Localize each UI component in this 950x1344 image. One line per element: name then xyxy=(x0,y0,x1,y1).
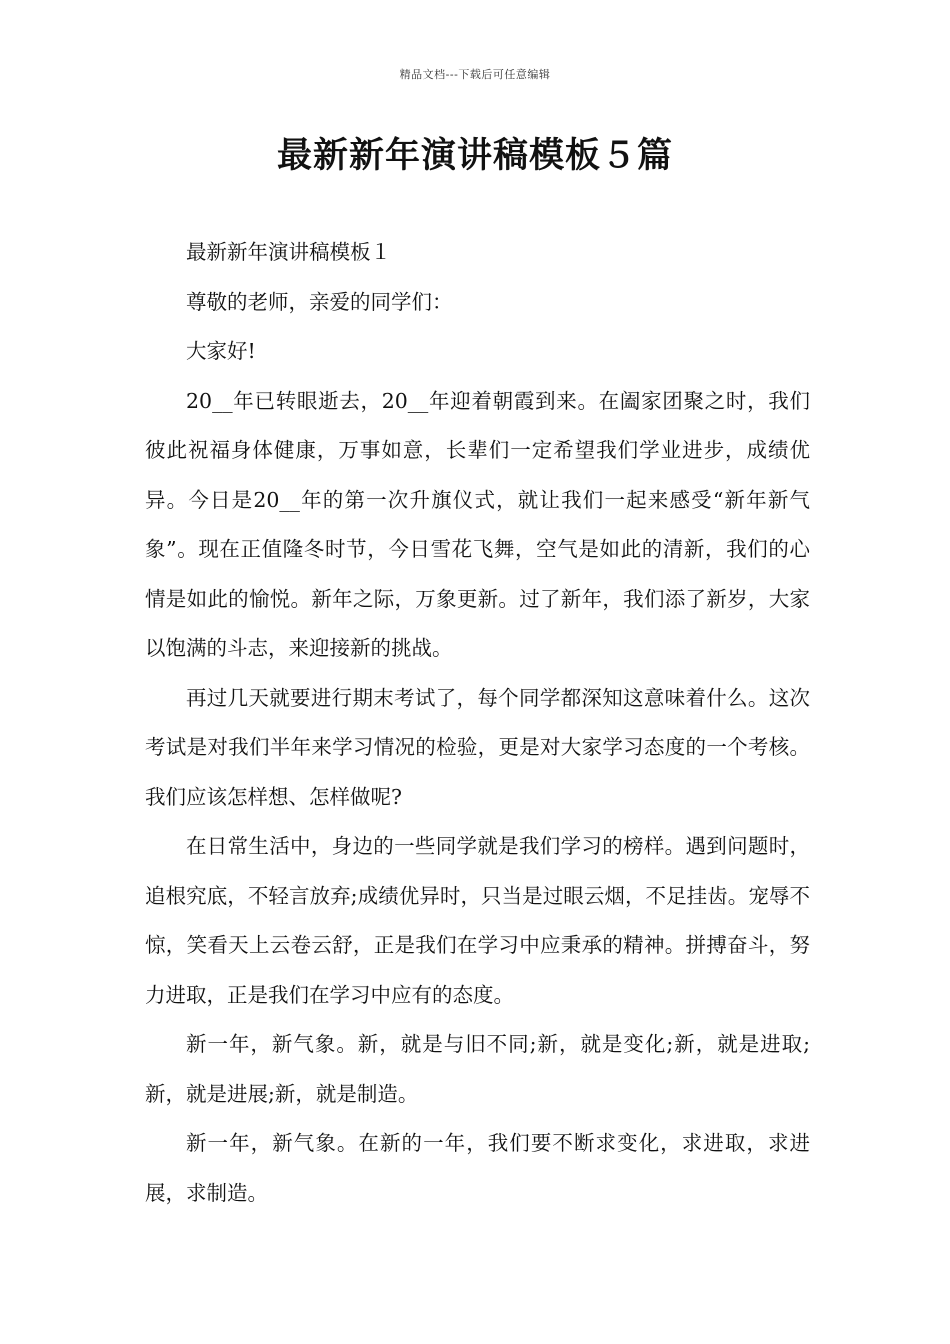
body-paragraph: 再过几天就要进行期末考试了，每个同学都深知这意味着什么。这次考试是对我们半年来学习情况的检验，更是对大家学习态度的一个考核。我们应该怎样想、怎样做呢? xyxy=(145,685,810,809)
body-paragraph: 新一年，新气象。新，就是与旧不同;新，就是变化;新，就是进取;新，就是进展;新，就是制造。 xyxy=(145,1032,810,1106)
page-header: 精品文档---下载后可任意编辑 xyxy=(399,68,551,81)
greeting-paragraph: 大家好! xyxy=(186,339,256,363)
body-paragraph: 20__年已转眼逝去，20__年迎着朝霞到来。在阖家团聚之时，我们彼此祝福身体健康，万事如意，长辈们一定希望我们学业进步，成绩优异。今日是20__年的第一次升旗仪式，就让我们一起来感受“新年新气象”。现在正值隆冬时节，今日雪花飞舞，空气是如此的清新，我们的心情是如此的愉悦。新年之际，万象更新。过了新年，我们添了新岁，大家以饱满的斗志，来迎接新的挑战。 xyxy=(145,388,810,660)
body-paragraph: 在日常生活中，身边的一些同学就是我们学习的榜样。遇到问题时，追根究底，不轻言放弃;成绩优异时，只当是过眼云烟，不足挂齿。宠辱不惊，笑看天上云卷云舒，正是我们在学习中应秉承的精神。拼搏奋斗，努力进取，正是我们在学习中应有的态度。 xyxy=(145,834,810,1007)
subtitle-paragraph: 最新新年演讲稿模板１ xyxy=(186,240,391,264)
body-paragraph: 新一年，新气象。在新的一年，我们要不断求变化，求进取，求进展，求制造。 xyxy=(145,1131,810,1205)
document-body xyxy=(145,228,810,1218)
document-title: 最新新年演讲稿模板５篇 xyxy=(276,136,673,176)
salutation-paragraph: 尊敬的老师，亲爱的同学们： xyxy=(186,289,453,314)
